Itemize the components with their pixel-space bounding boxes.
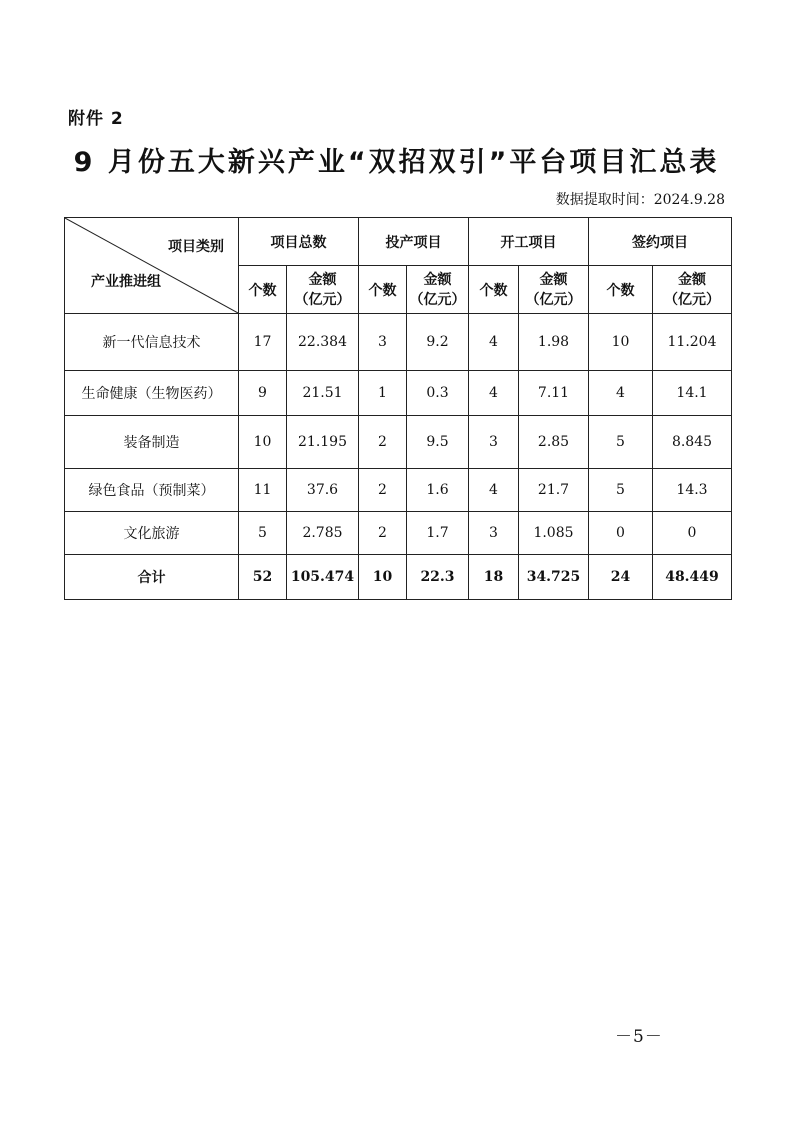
row-industry-name: 文化旅游 (65, 512, 239, 555)
total-value: 105.474 (287, 555, 359, 600)
cell-value: 0 (589, 512, 653, 555)
cell-value: 2 (359, 469, 407, 512)
cell-value: 21.195 (287, 416, 359, 469)
cell-value: 2 (359, 512, 407, 555)
cell-value: 7.11 (519, 371, 589, 416)
cell-value: 8.845 (653, 416, 732, 469)
cell-value: 1.7 (407, 512, 469, 555)
cell-value: 4 (589, 371, 653, 416)
cell-value: 5 (589, 469, 653, 512)
cell-value: 11.204 (653, 314, 732, 371)
total-value: 10 (359, 555, 407, 600)
sub-header-amount: 金额 （亿元） (653, 266, 732, 314)
corner-header-cell (65, 218, 239, 314)
cell-value: 22.384 (287, 314, 359, 371)
table-row (65, 512, 732, 555)
cell-value: 4 (469, 314, 519, 371)
cell-value: 2.85 (519, 416, 589, 469)
cell-value: 2.785 (287, 512, 359, 555)
sub-header-amount: 金额 （亿元） (287, 266, 359, 314)
cell-value: 14.3 (653, 469, 732, 512)
cell-value: 2 (359, 416, 407, 469)
cell-value: 5 (589, 416, 653, 469)
cell-value: 1 (359, 371, 407, 416)
total-value: 24 (589, 555, 653, 600)
page-number: －5－ (615, 1027, 663, 1047)
sub-header-count: 个数 (239, 266, 287, 314)
table-row (65, 416, 732, 469)
cell-value: 4 (469, 371, 519, 416)
row-industry-name: 绿色食品（预制菜） (65, 469, 239, 512)
row-industry-name: 生命健康（生物医药） (65, 371, 239, 416)
cell-value: 1.6 (407, 469, 469, 512)
cell-value: 4 (469, 469, 519, 512)
total-value: 34.725 (519, 555, 589, 600)
cell-value: 5 (239, 512, 287, 555)
extract-time: 数据提取时间：2024.9.28 (555, 192, 725, 208)
corner-header-category: 项目类别 (168, 239, 224, 255)
total-value: 48.449 (653, 555, 732, 600)
diagonal-line (65, 218, 238, 313)
cell-value: 11 (239, 469, 287, 512)
sub-header-count: 个数 (359, 266, 407, 314)
cell-value: 10 (239, 416, 287, 469)
summary-table (64, 217, 732, 600)
cell-value: 0 (653, 512, 732, 555)
total-value: 22.3 (407, 555, 469, 600)
group-header-signed: 签约项目 (589, 218, 732, 266)
cell-value: 9.5 (407, 416, 469, 469)
cell-value: 10 (589, 314, 653, 371)
cell-value: 17 (239, 314, 287, 371)
table-row (65, 314, 732, 371)
cell-value: 21.51 (287, 371, 359, 416)
cell-value: 1.98 (519, 314, 589, 371)
total-row (65, 555, 732, 600)
cell-value: 3 (469, 416, 519, 469)
group-header-production: 投产项目 (359, 218, 469, 266)
cell-value: 14.1 (653, 371, 732, 416)
cell-value: 9 (239, 371, 287, 416)
cell-value: 21.7 (519, 469, 589, 512)
sub-header-amount: 金额 （亿元） (519, 266, 589, 314)
cell-value: 1.085 (519, 512, 589, 555)
row-industry-name: 新一代信息技术 (65, 314, 239, 371)
cell-value: 9.2 (407, 314, 469, 371)
group-header-total: 项目总数 (239, 218, 359, 266)
cell-value: 0.3 (407, 371, 469, 416)
sub-header-count: 个数 (589, 266, 653, 314)
corner-header-group: 产业推进组 (91, 274, 161, 290)
cell-value: 37.6 (287, 469, 359, 512)
table-row (65, 469, 732, 512)
page-title: 9 月份五大新兴产业“双招双引”平台项目汇总表 (73, 147, 720, 178)
cell-value: 3 (469, 512, 519, 555)
total-label: 合计 (65, 555, 239, 600)
table-row (65, 371, 732, 416)
sub-header-count: 个数 (469, 266, 519, 314)
total-value: 18 (469, 555, 519, 600)
group-header-construction: 开工项目 (469, 218, 589, 266)
total-value: 52 (239, 555, 287, 600)
sub-header-amount: 金额 （亿元） (407, 266, 469, 314)
cell-value: 3 (359, 314, 407, 371)
attachment-label: 附件 2 (68, 109, 124, 129)
row-industry-name: 装备制造 (65, 416, 239, 469)
